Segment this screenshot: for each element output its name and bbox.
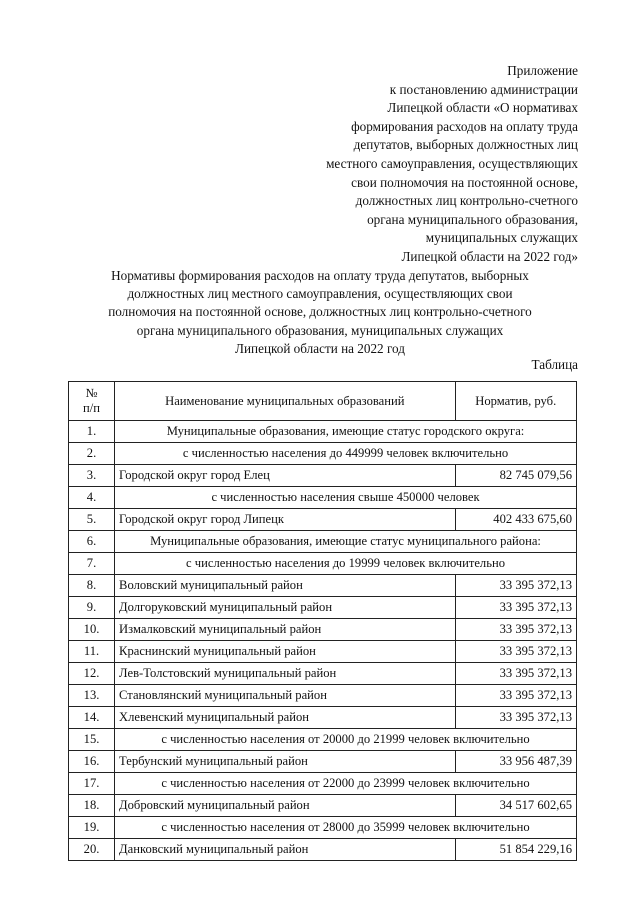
- norm-value: 33 395 372,13: [455, 663, 576, 685]
- group-heading: с численностью населения от 22000 до 23999 человек включительно: [115, 773, 577, 795]
- municipality-name: Воловский муниципальный район: [115, 575, 455, 597]
- municipality-name: Измалковский муниципальный район: [115, 619, 455, 641]
- row-number: 1.: [69, 421, 115, 443]
- municipality-name: Становлянский муниципальный район: [115, 685, 455, 707]
- appendix-line: муниципальных служащих: [425, 230, 578, 246]
- table-row: [69, 839, 577, 861]
- header-number-abbrev: п/п: [83, 401, 101, 415]
- title-line: Липецкой области на 2022 год: [235, 340, 405, 356]
- table-row: [69, 575, 577, 597]
- row-number: 8.: [69, 575, 115, 597]
- row-number: 4.: [69, 487, 115, 509]
- title-line: Нормативы формирования расходов на оплату труда депутатов, выборных: [111, 268, 529, 283]
- norm-value: 33 395 372,13: [455, 619, 576, 641]
- municipality-name: Хлевенский муниципальный район: [115, 707, 455, 729]
- row-number: 14.: [69, 707, 115, 729]
- norm-value: 33 395 372,13: [455, 685, 576, 707]
- municipality-name: Добровский муниципальный район: [115, 795, 455, 817]
- table-row: [69, 597, 577, 619]
- table-group-row: [69, 421, 577, 443]
- row-number: 12.: [69, 663, 115, 685]
- norm-value: 402 433 675,60: [455, 509, 576, 531]
- group-heading: с численностью населения от 28000 до 35999 человек включительно: [115, 817, 577, 839]
- municipality-name: Долгоруковский муниципальный район: [115, 597, 455, 619]
- row-number: 15.: [69, 729, 115, 751]
- title-line: полномочия на постоянной основе, должностных лиц контрольно-счетного: [108, 304, 532, 320]
- municipality-name: Тербунский муниципальный район: [115, 751, 455, 773]
- table-header-row: [69, 382, 577, 421]
- norm-value: 33 395 372,13: [455, 597, 576, 619]
- appendix-line: Приложение: [507, 63, 578, 78]
- appendix-line: Липецкой области на 2022 год»: [401, 248, 578, 264]
- table-group-row: [69, 443, 577, 465]
- appendix-line: формирования расходов на оплату труда: [351, 118, 578, 134]
- row-number: 5.: [69, 509, 115, 531]
- norm-value: 82 745 079,56: [455, 465, 576, 487]
- group-heading: Муниципальные образования, имеющие статус муниципального района:: [115, 531, 577, 553]
- header-value: Норматив, руб.: [455, 382, 576, 421]
- row-number: 16.: [69, 751, 115, 773]
- appendix-line: местного самоуправления, осуществляющих: [326, 155, 578, 171]
- table-row: [69, 641, 577, 663]
- appendix-line: к постановлению администрации: [389, 81, 578, 97]
- table-group-row: [69, 531, 577, 553]
- norms-table: [68, 381, 577, 861]
- appendix-line: должностных лиц контрольно-счетного: [355, 193, 578, 209]
- row-number: 20.: [69, 839, 115, 861]
- table-row: [69, 465, 577, 487]
- row-number: 2.: [69, 443, 115, 465]
- municipality-name: Краснинский муниципальный район: [115, 641, 455, 663]
- row-number: 9.: [69, 597, 115, 619]
- table-group-row: [69, 487, 577, 509]
- group-heading: с численностью населения до 19999 человек включительно: [115, 553, 577, 575]
- title-line: органа муниципального образования, муниципальных служащих: [136, 322, 504, 338]
- group-heading: Муниципальные образования, имеющие статус городского округа:: [115, 421, 577, 443]
- row-number: 7.: [69, 553, 115, 575]
- municipality-name: Городской округ город Липецк: [115, 509, 455, 531]
- norm-value: 33 395 372,13: [455, 641, 576, 663]
- title-line: должностных лиц местного самоуправления, осуществляющих свои: [127, 286, 513, 302]
- group-heading: с численностью населения до 449999 человек включительно: [115, 443, 577, 465]
- row-number: 3.: [69, 465, 115, 487]
- header-number: [69, 382, 115, 421]
- row-number: 11.: [69, 641, 115, 663]
- norm-value: 33 395 372,13: [455, 575, 576, 597]
- table-caption: Таблица: [531, 357, 578, 372]
- municipality-name: Лев-Толстовский муниципальный район: [115, 663, 455, 685]
- group-heading: с численностью населения свыше 450000 человек: [115, 487, 577, 509]
- row-number: 10.: [69, 619, 115, 641]
- norm-value: 51 854 229,16: [455, 839, 576, 861]
- appendix-header: [248, 62, 578, 267]
- table-group-row: [69, 817, 577, 839]
- table-group-row: [69, 773, 577, 795]
- appendix-line: Липецкой области «О нормативах: [387, 100, 578, 116]
- table-group-row: [69, 729, 577, 751]
- document-title: [62, 267, 578, 358]
- municipality-name: Городской округ город Елец: [115, 465, 455, 487]
- header-number-sign: №: [85, 386, 98, 400]
- row-number: 13.: [69, 685, 115, 707]
- table-row: [69, 707, 577, 729]
- group-heading: с численностью населения от 20000 до 21999 человек включительно: [115, 729, 577, 751]
- norm-value: 33 956 487,39: [455, 751, 576, 773]
- appendix-line: органа муниципального образования,: [367, 211, 578, 227]
- table-row: [69, 795, 577, 817]
- row-number: 6.: [69, 531, 115, 553]
- row-number: 18.: [69, 795, 115, 817]
- table-row: [69, 663, 577, 685]
- appendix-line: депутатов, выборных должностных лиц: [353, 137, 578, 153]
- norm-value: 34 517 602,65: [455, 795, 576, 817]
- table-row: [69, 751, 577, 773]
- row-number: 17.: [69, 773, 115, 795]
- row-number: 19.: [69, 817, 115, 839]
- table-row: [69, 619, 577, 641]
- table-body: [69, 421, 577, 861]
- table-group-row: [69, 553, 577, 575]
- table-row: [69, 685, 577, 707]
- table-row: [69, 509, 577, 531]
- municipality-name: Данковский муниципальный район: [115, 839, 455, 861]
- norm-value: 33 395 372,13: [455, 707, 576, 729]
- header-name: Наименование муниципальных образований: [115, 382, 455, 421]
- appendix-line: свои полномочия на постоянной основе,: [351, 174, 578, 190]
